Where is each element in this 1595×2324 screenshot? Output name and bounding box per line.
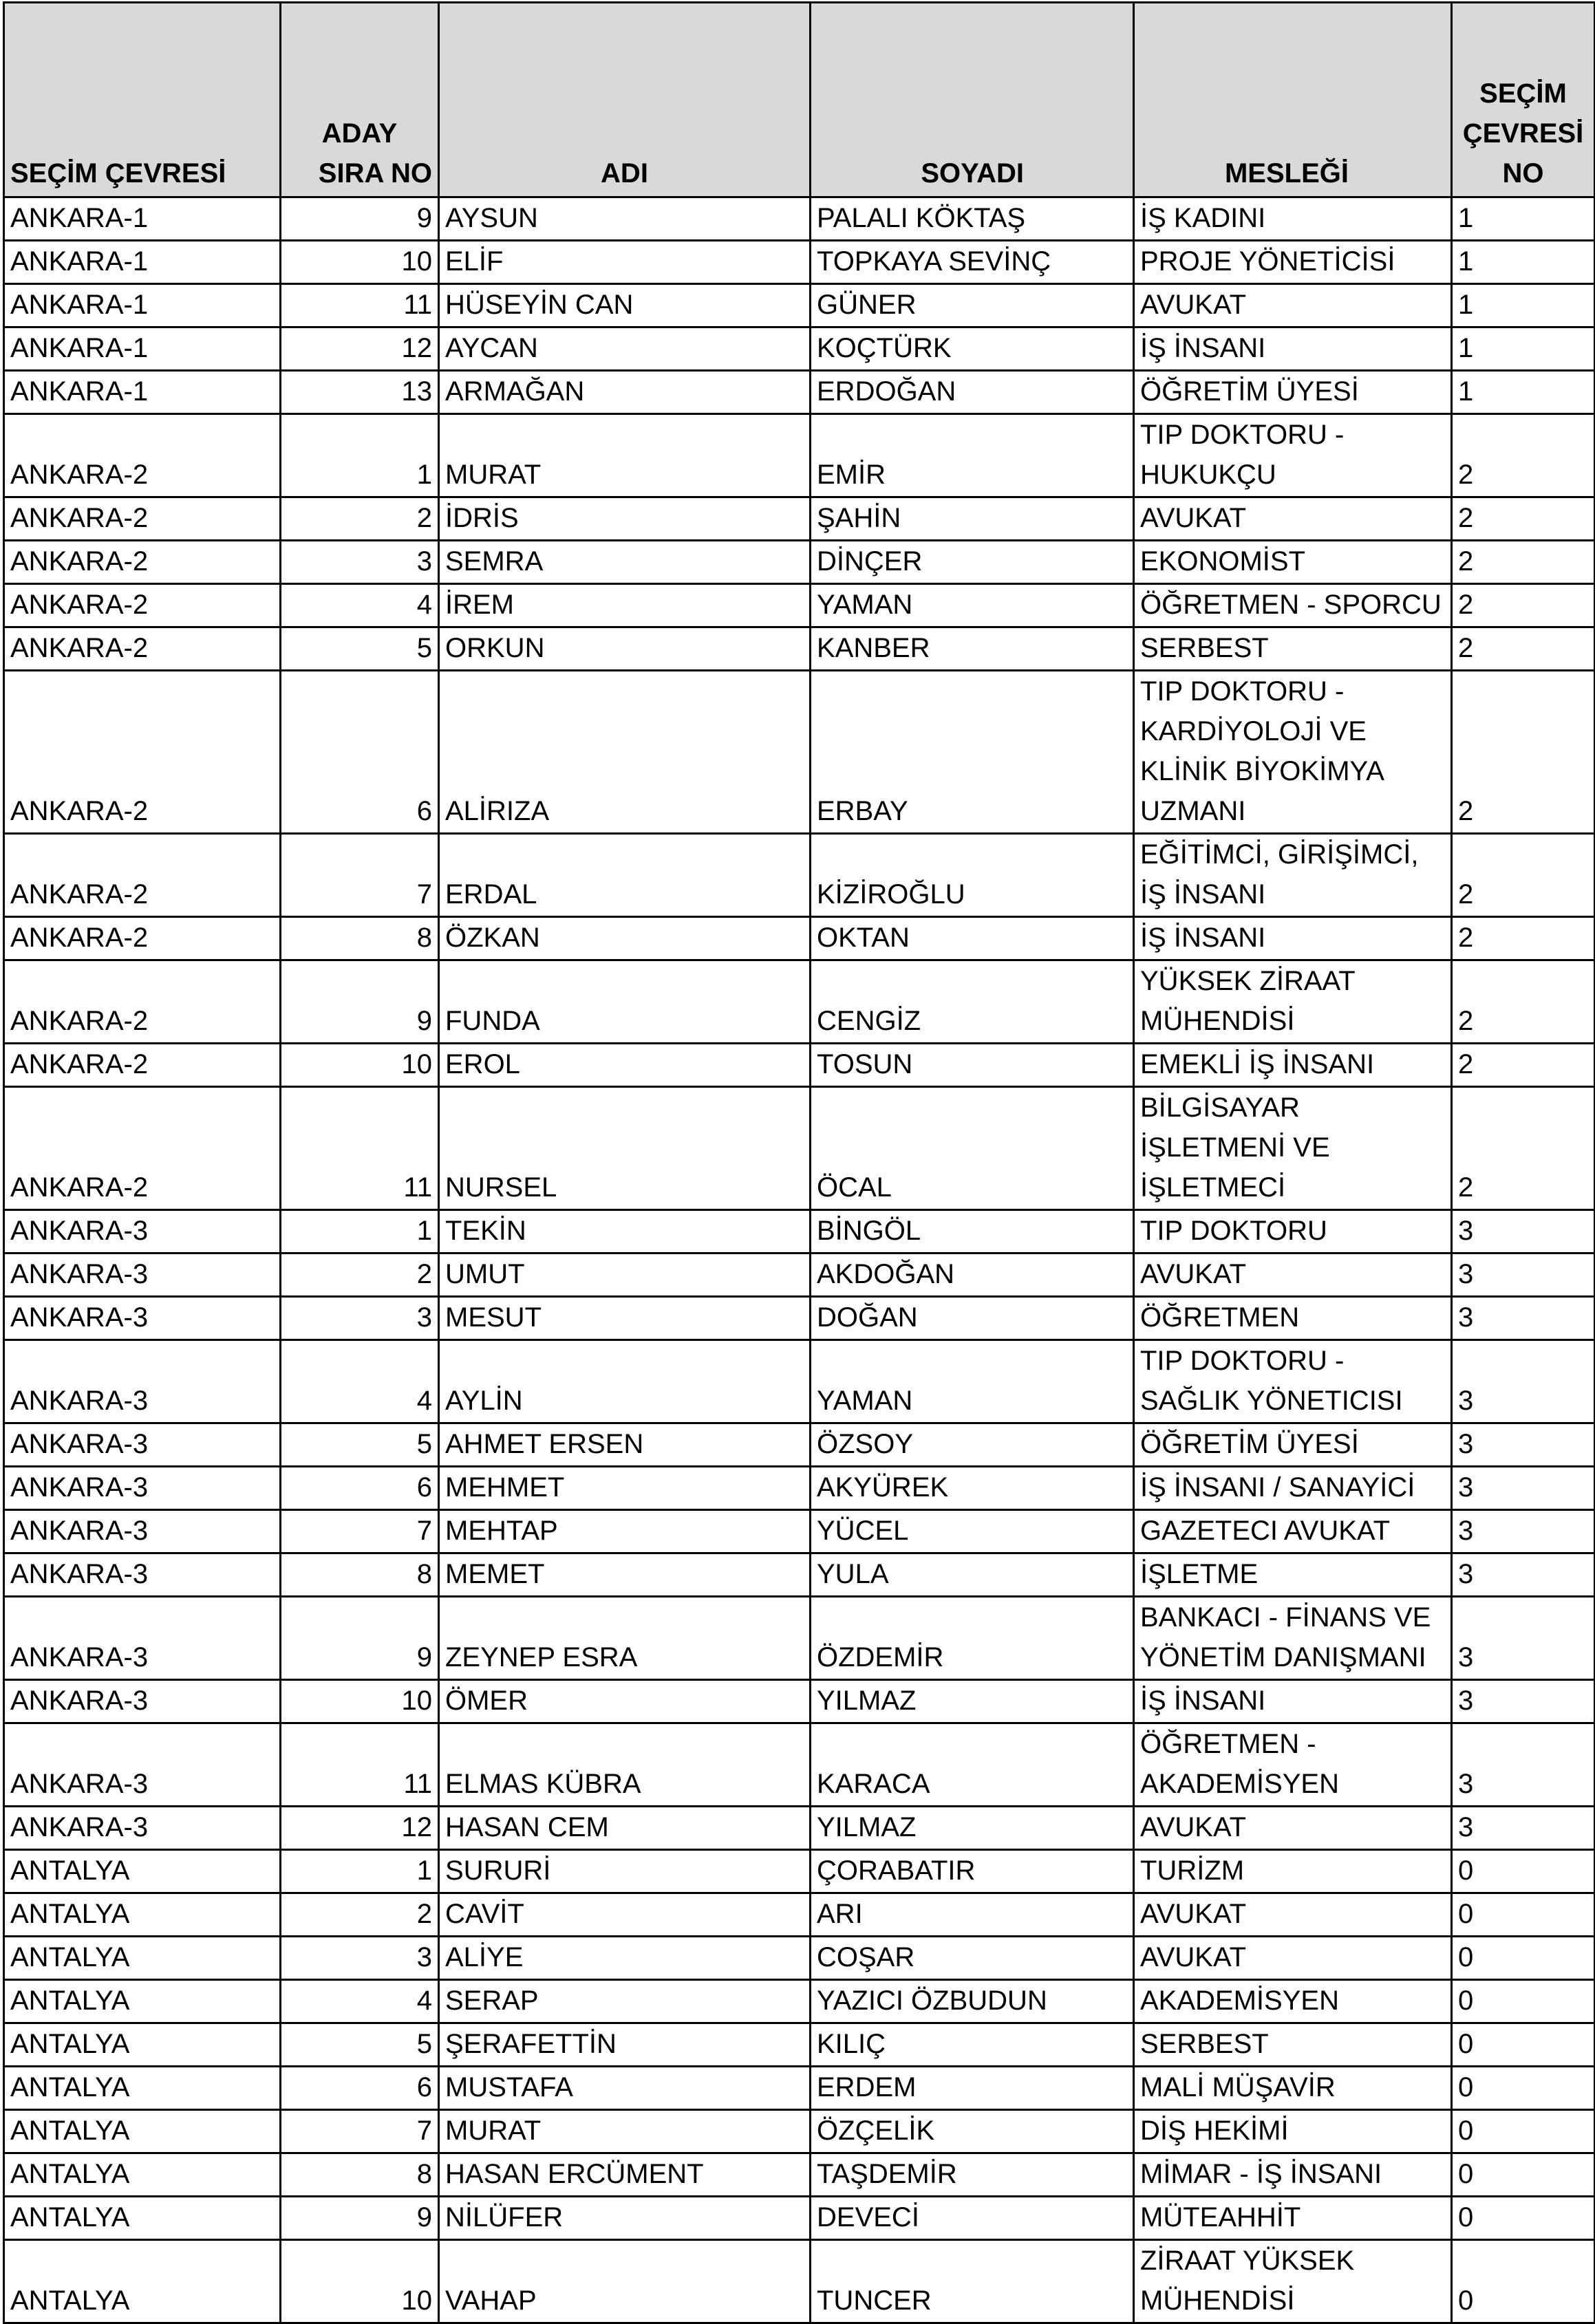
cell-soyadi: BİNGÖL (811, 1210, 1134, 1254)
cell-meslek: ÖĞRETMEN - SPORCU (1134, 584, 1452, 627)
table-row (4, 1510, 1595, 1553)
cell-secim-cevresi-no: 3 (1452, 1423, 1595, 1467)
cell-aday-sira-no: 1 (281, 414, 439, 497)
cell-secim-cevresi: ANKARA-3 (4, 1723, 281, 1807)
cell-secim-cevresi: ANKARA-2 (4, 671, 281, 834)
cell-adi: ORKUN (439, 627, 811, 671)
cell-secim-cevresi: ANKARA-1 (4, 371, 281, 414)
cell-aday-sira-no: 2 (281, 1893, 439, 1937)
cell-adi: ÖZKAN (439, 917, 811, 960)
table-row (4, 584, 1595, 627)
cell-adi: SURURİ (439, 1850, 811, 1893)
cell-soyadi: KANBER (811, 627, 1134, 671)
cell-adi: MESUT (439, 1297, 811, 1340)
table-body (4, 197, 1595, 2323)
cell-aday-sira-no: 1 (281, 1210, 439, 1254)
cell-soyadi: DİNÇER (811, 541, 1134, 584)
cell-meslek: EĞİTİMCİ, GİRİŞİMCİ, İŞ İNSANI (1134, 834, 1452, 917)
cell-secim-cevresi: ANKARA-1 (4, 241, 281, 284)
cell-secim-cevresi: ANTALYA (4, 2240, 281, 2323)
header-adi-text: ADI (601, 158, 648, 189)
cell-secim-cevresi: ANKARA-2 (4, 960, 281, 1044)
table-row (4, 2110, 1595, 2153)
cell-secim-cevresi: ANKARA-2 (4, 414, 281, 497)
cell-adi: SEMRA (439, 541, 811, 584)
cell-adi: ELİF (439, 241, 811, 284)
table-row (4, 414, 1595, 497)
cell-adi: NURSEL (439, 1087, 811, 1210)
header-aday-line2: SIRA NO (318, 158, 432, 189)
header-soyadi-text: SOYADI (921, 158, 1024, 189)
table-row (4, 284, 1595, 327)
cell-aday-sira-no: 10 (281, 2240, 439, 2323)
cell-soyadi: ERDEM (811, 2067, 1134, 2110)
cell-secim-cevresi-no: 1 (1452, 284, 1595, 327)
cell-aday-sira-no: 10 (281, 1680, 439, 1723)
cell-soyadi: TUNCER (811, 2240, 1134, 2323)
cell-meslek: ÖĞRETMEN - AKADEMİSYEN (1134, 1723, 1452, 1807)
cell-aday-sira-no: 11 (281, 1087, 439, 1210)
cell-secim-cevresi-no: 1 (1452, 371, 1595, 414)
cell-soyadi: AKDOĞAN (811, 1254, 1134, 1297)
cell-soyadi: ÖZÇELİK (811, 2110, 1134, 2153)
cell-meslek: TIP DOKTORU - KARDİYOLOJİ VE KLİNİK BİYOKİMYA UZMANI (1134, 671, 1452, 834)
header-aday-line1: ADAY (321, 118, 398, 149)
cell-secim-cevresi: ANKARA-2 (4, 917, 281, 960)
cell-soyadi: KİZİROĞLU (811, 834, 1134, 917)
cell-soyadi: DEVECİ (811, 2197, 1134, 2240)
table-row (4, 2067, 1595, 2110)
cell-secim-cevresi-no: 3 (1452, 1467, 1595, 1510)
header-soyadi (811, 3, 1134, 197)
cell-meslek: AVUKAT (1134, 1807, 1452, 1850)
cell-meslek: ÖĞRETMEN (1134, 1297, 1452, 1340)
cell-meslek: AVUKAT (1134, 497, 1452, 541)
cell-secim-cevresi: ANKARA-2 (4, 1044, 281, 1087)
cell-secim-cevresi: ANKARA-2 (4, 541, 281, 584)
cell-soyadi: ÖZSOY (811, 1423, 1134, 1467)
cell-secim-cevresi-no: 0 (1452, 2197, 1595, 2240)
cell-soyadi: TOSUN (811, 1044, 1134, 1087)
cell-meslek: TIP DOKTORU (1134, 1210, 1452, 1254)
cell-secim-cevresi-no: 2 (1452, 834, 1595, 917)
cell-adi: ALİYE (439, 1937, 811, 1980)
cell-meslek: BANKACI - FİNANS VE YÖNETİM DANIŞMANI (1134, 1597, 1452, 1680)
cell-secim-cevresi-no: 0 (1452, 1937, 1595, 1980)
cell-soyadi: ERDOĞAN (811, 371, 1134, 414)
cell-secim-cevresi: ANKARA-3 (4, 1597, 281, 1680)
cell-aday-sira-no: 13 (281, 371, 439, 414)
cell-adi: MEHTAP (439, 1510, 811, 1553)
cell-soyadi: YILMAZ (811, 1807, 1134, 1850)
cell-secim-cevresi-no: 2 (1452, 1087, 1595, 1210)
cell-adi: FUNDA (439, 960, 811, 1044)
cell-soyadi: CENGİZ (811, 960, 1134, 1044)
table-row (4, 371, 1595, 414)
cell-secim-cevresi: ANKARA-1 (4, 197, 281, 241)
table-row (4, 1723, 1595, 1807)
candidate-table (3, 1, 1595, 2324)
table-row (4, 1807, 1595, 1850)
cell-secim-cevresi-no: 2 (1452, 414, 1595, 497)
cell-aday-sira-no: 4 (281, 1980, 439, 2023)
cell-adi: AYCAN (439, 327, 811, 371)
table-row (4, 1254, 1595, 1297)
cell-meslek: TIP DOKTORU - HUKUKÇU (1134, 414, 1452, 497)
cell-meslek: İŞ İNSANI (1134, 917, 1452, 960)
cell-secim-cevresi: ANKARA-3 (4, 1680, 281, 1723)
header-no-line3: NO (1502, 158, 1544, 189)
cell-meslek: TURİZM (1134, 1850, 1452, 1893)
cell-aday-sira-no: 6 (281, 671, 439, 834)
cell-secim-cevresi-no: 2 (1452, 497, 1595, 541)
table-row (4, 2023, 1595, 2067)
cell-aday-sira-no: 1 (281, 1850, 439, 1893)
header-secim-cevresi (4, 3, 281, 197)
table-row (4, 2240, 1595, 2323)
cell-secim-cevresi-no: 1 (1452, 197, 1595, 241)
cell-adi: VAHAP (439, 2240, 811, 2323)
cell-secim-cevresi-no: 0 (1452, 1980, 1595, 2023)
cell-adi: HASAN CEM (439, 1807, 811, 1850)
table-row (4, 1680, 1595, 1723)
cell-secim-cevresi: ANKARA-3 (4, 1510, 281, 1553)
cell-meslek: DİŞ HEKİMİ (1134, 2110, 1452, 2153)
cell-secim-cevresi: ANKARA-2 (4, 497, 281, 541)
cell-secim-cevresi: ANTALYA (4, 2067, 281, 2110)
cell-secim-cevresi: ANKARA-3 (4, 1467, 281, 1510)
cell-secim-cevresi-no: 2 (1452, 584, 1595, 627)
table-row (4, 1297, 1595, 1340)
cell-meslek: AVUKAT (1134, 1893, 1452, 1937)
cell-secim-cevresi-no: 2 (1452, 960, 1595, 1044)
cell-secim-cevresi-no: 3 (1452, 1510, 1595, 1553)
cell-meslek: MÜTEAHHİT (1134, 2197, 1452, 2240)
cell-meslek: AVUKAT (1134, 284, 1452, 327)
header-meslegi-text: MESLEĞİ (1224, 158, 1349, 189)
cell-aday-sira-no: 8 (281, 2153, 439, 2197)
cell-adi: ŞERAFETTİN (439, 2023, 811, 2067)
cell-adi: ELMAS KÜBRA (439, 1723, 811, 1807)
cell-secim-cevresi-no: 2 (1452, 541, 1595, 584)
cell-adi: SERAP (439, 1980, 811, 2023)
cell-meslek: EKONOMİST (1134, 541, 1452, 584)
cell-meslek: AKADEMİSYEN (1134, 1980, 1452, 2023)
cell-soyadi: TAŞDEMİR (811, 2153, 1134, 2197)
cell-aday-sira-no: 7 (281, 1510, 439, 1553)
cell-adi: ÖMER (439, 1680, 811, 1723)
table-row (4, 1423, 1595, 1467)
cell-adi: TEKİN (439, 1210, 811, 1254)
cell-soyadi: OKTAN (811, 917, 1134, 960)
cell-aday-sira-no: 6 (281, 1467, 439, 1510)
cell-aday-sira-no: 3 (281, 1297, 439, 1340)
cell-meslek: MALİ MÜŞAVİR (1134, 2067, 1452, 2110)
cell-soyadi: YAMAN (811, 1340, 1134, 1423)
cell-soyadi: COŞAR (811, 1937, 1134, 1980)
cell-secim-cevresi-no: 3 (1452, 1340, 1595, 1423)
header-secim-cevresi-no (1452, 3, 1595, 197)
table-row (4, 1210, 1595, 1254)
cell-adi: AHMET ERSEN (439, 1423, 811, 1467)
cell-soyadi: YAZICI ÖZBUDUN (811, 1980, 1134, 2023)
cell-secim-cevresi-no: 2 (1452, 671, 1595, 834)
cell-meslek: İŞLETME (1134, 1553, 1452, 1597)
cell-adi: EROL (439, 1044, 811, 1087)
cell-soyadi: EMİR (811, 414, 1134, 497)
cell-secim-cevresi: ANTALYA (4, 2023, 281, 2067)
cell-secim-cevresi: ANKARA-2 (4, 1087, 281, 1210)
cell-adi: CAVİT (439, 1893, 811, 1937)
cell-adi: İDRİS (439, 497, 811, 541)
cell-secim-cevresi: ANKARA-1 (4, 284, 281, 327)
cell-secim-cevresi-no: 0 (1452, 2110, 1595, 2153)
cell-secim-cevresi: ANKARA-3 (4, 1807, 281, 1850)
table-row (4, 960, 1595, 1044)
cell-secim-cevresi-no: 2 (1452, 1044, 1595, 1087)
cell-secim-cevresi: ANKARA-3 (4, 1254, 281, 1297)
cell-aday-sira-no: 8 (281, 917, 439, 960)
cell-secim-cevresi: ANKARA-2 (4, 834, 281, 917)
table-header (4, 3, 1595, 197)
cell-secim-cevresi-no: 1 (1452, 327, 1595, 371)
cell-adi: MURAT (439, 414, 811, 497)
cell-secim-cevresi: ANTALYA (4, 2153, 281, 2197)
cell-meslek: PROJE YÖNETİCİSİ (1134, 241, 1452, 284)
cell-meslek: ÖĞRETİM ÜYESİ (1134, 371, 1452, 414)
cell-meslek: TIP DOKTORU - SAĞLIK YÖNETICISI (1134, 1340, 1452, 1423)
cell-secim-cevresi: ANTALYA (4, 1937, 281, 1980)
cell-aday-sira-no: 5 (281, 2023, 439, 2067)
cell-secim-cevresi-no: 0 (1452, 2153, 1595, 2197)
cell-adi: MEHMET (439, 1467, 811, 1510)
cell-secim-cevresi-no: 3 (1452, 1723, 1595, 1807)
cell-secim-cevresi-no: 0 (1452, 1893, 1595, 1937)
cell-soyadi: ŞAHİN (811, 497, 1134, 541)
cell-soyadi: YÜCEL (811, 1510, 1134, 1553)
cell-adi: ALİRIZA (439, 671, 811, 834)
cell-aday-sira-no: 11 (281, 284, 439, 327)
cell-soyadi: KILIÇ (811, 2023, 1134, 2067)
cell-meslek: İŞ İNSANI / SANAYİCİ (1134, 1467, 1452, 1510)
cell-aday-sira-no: 12 (281, 327, 439, 371)
cell-aday-sira-no: 10 (281, 241, 439, 284)
header-secim-cevresi-text: SEÇİM ÇEVRESİ (10, 158, 226, 189)
cell-meslek: GAZETECI AVUKAT (1134, 1510, 1452, 1553)
cell-aday-sira-no: 3 (281, 1937, 439, 1980)
cell-secim-cevresi: ANKARA-3 (4, 1210, 281, 1254)
table-row (4, 917, 1595, 960)
cell-aday-sira-no: 6 (281, 2067, 439, 2110)
header-meslegi (1134, 3, 1452, 197)
header-aday-sira-no (281, 3, 439, 197)
cell-secim-cevresi: ANTALYA (4, 1850, 281, 1893)
cell-secim-cevresi-no: 3 (1452, 1597, 1595, 1680)
header-no-line2: ÇEVRESİ (1462, 118, 1584, 149)
cell-aday-sira-no: 5 (281, 1423, 439, 1467)
cell-secim-cevresi: ANKARA-3 (4, 1553, 281, 1597)
cell-soyadi: AKYÜREK (811, 1467, 1134, 1510)
cell-soyadi: KOÇTÜRK (811, 327, 1134, 371)
header-row (4, 3, 1595, 197)
cell-meslek: YÜKSEK ZİRAAT MÜHENDİSİ (1134, 960, 1452, 1044)
table-row (4, 1980, 1595, 2023)
cell-adi: HASAN ERCÜMENT (439, 2153, 811, 2197)
cell-aday-sira-no: 4 (281, 1340, 439, 1423)
cell-soyadi: YAMAN (811, 584, 1134, 627)
cell-aday-sira-no: 11 (281, 1723, 439, 1807)
cell-aday-sira-no: 9 (281, 197, 439, 241)
cell-secim-cevresi-no: 0 (1452, 2067, 1595, 2110)
cell-secim-cevresi-no: 0 (1452, 1850, 1595, 1893)
table-row (4, 1937, 1595, 1980)
cell-secim-cevresi: ANTALYA (4, 1980, 281, 2023)
table-row (4, 1087, 1595, 1210)
cell-soyadi: GÜNER (811, 284, 1134, 327)
cell-secim-cevresi-no: 3 (1452, 1297, 1595, 1340)
cell-aday-sira-no: 4 (281, 584, 439, 627)
table-row (4, 327, 1595, 371)
cell-secim-cevresi: ANKARA-2 (4, 627, 281, 671)
cell-soyadi: ERBAY (811, 671, 1134, 834)
table-row (4, 1850, 1595, 1893)
cell-adi: ERDAL (439, 834, 811, 917)
cell-meslek: SERBEST (1134, 627, 1452, 671)
cell-aday-sira-no: 10 (281, 1044, 439, 1087)
table-row (4, 241, 1595, 284)
cell-aday-sira-no: 12 (281, 1807, 439, 1850)
cell-soyadi: YILMAZ (811, 1680, 1134, 1723)
cell-secim-cevresi-no: 3 (1452, 1807, 1595, 1850)
cell-soyadi: ARI (811, 1893, 1134, 1937)
table-row (4, 197, 1595, 241)
cell-adi: ARMAĞAN (439, 371, 811, 414)
cell-aday-sira-no: 9 (281, 1597, 439, 1680)
cell-meslek: İŞ KADINI (1134, 197, 1452, 241)
cell-aday-sira-no: 2 (281, 1254, 439, 1297)
cell-aday-sira-no: 8 (281, 1553, 439, 1597)
cell-soyadi: KARACA (811, 1723, 1134, 1807)
cell-meslek: BİLGİSAYAR İŞLETMENİ VE İŞLETMECİ (1134, 1087, 1452, 1210)
table-row (4, 1597, 1595, 1680)
cell-secim-cevresi: ANKARA-3 (4, 1340, 281, 1423)
table-row (4, 1044, 1595, 1087)
cell-secim-cevresi: ANKARA-1 (4, 327, 281, 371)
cell-soyadi: ÖZDEMİR (811, 1597, 1134, 1680)
cell-aday-sira-no: 7 (281, 834, 439, 917)
table-row (4, 2197, 1595, 2240)
cell-secim-cevresi-no: 3 (1452, 1553, 1595, 1597)
cell-adi: MEMET (439, 1553, 811, 1597)
cell-secim-cevresi-no: 1 (1452, 241, 1595, 284)
cell-aday-sira-no: 5 (281, 627, 439, 671)
table-row (4, 1553, 1595, 1597)
cell-soyadi: DOĞAN (811, 1297, 1134, 1340)
cell-soyadi: YULA (811, 1553, 1134, 1597)
cell-secim-cevresi: ANKARA-3 (4, 1297, 281, 1340)
cell-soyadi: PALALI KÖKTAŞ (811, 197, 1134, 241)
table-row (4, 541, 1595, 584)
header-adi (439, 3, 811, 197)
cell-aday-sira-no: 9 (281, 2197, 439, 2240)
cell-adi: HÜSEYİN CAN (439, 284, 811, 327)
cell-meslek: SERBEST (1134, 2023, 1452, 2067)
cell-meslek: AVUKAT (1134, 1254, 1452, 1297)
cell-secim-cevresi-no: 2 (1452, 627, 1595, 671)
cell-secim-cevresi: ANKARA-2 (4, 584, 281, 627)
cell-adi: NİLÜFER (439, 2197, 811, 2240)
header-no-line1: SEÇİM (1479, 78, 1567, 109)
table-row (4, 834, 1595, 917)
cell-aday-sira-no: 7 (281, 2110, 439, 2153)
cell-meslek: İŞ İNSANI (1134, 1680, 1452, 1723)
table-row (4, 671, 1595, 834)
cell-secim-cevresi-no: 2 (1452, 917, 1595, 960)
cell-soyadi: TOPKAYA SEVİNÇ (811, 241, 1134, 284)
cell-secim-cevresi-no: 3 (1452, 1254, 1595, 1297)
cell-meslek: AVUKAT (1134, 1937, 1452, 1980)
cell-secim-cevresi-no: 0 (1452, 2240, 1595, 2323)
cell-secim-cevresi-no: 3 (1452, 1680, 1595, 1723)
table-row (4, 627, 1595, 671)
cell-soyadi: ÇORABATIR (811, 1850, 1134, 1893)
cell-adi: UMUT (439, 1254, 811, 1297)
cell-aday-sira-no: 2 (281, 497, 439, 541)
cell-soyadi: ÖCAL (811, 1087, 1134, 1210)
cell-meslek: ZİRAAT YÜKSEK MÜHENDİSİ (1134, 2240, 1452, 2323)
cell-meslek: İŞ İNSANI (1134, 327, 1452, 371)
cell-meslek: ÖĞRETİM ÜYESİ (1134, 1423, 1452, 1467)
cell-aday-sira-no: 3 (281, 541, 439, 584)
cell-adi: ZEYNEP ESRA (439, 1597, 811, 1680)
cell-adi: MURAT (439, 2110, 811, 2153)
cell-secim-cevresi-no: 0 (1452, 2023, 1595, 2067)
table-row (4, 1467, 1595, 1510)
table-row (4, 2153, 1595, 2197)
table-row (4, 1340, 1595, 1423)
cell-secim-cevresi: ANTALYA (4, 2197, 281, 2240)
cell-adi: AYSUN (439, 197, 811, 241)
cell-adi: MUSTAFA (439, 2067, 811, 2110)
cell-secim-cevresi: ANKARA-3 (4, 1423, 281, 1467)
cell-meslek: EMEKLİ İŞ İNSANI (1134, 1044, 1452, 1087)
table-row (4, 1893, 1595, 1937)
cell-secim-cevresi: ANTALYA (4, 1893, 281, 1937)
cell-adi: AYLİN (439, 1340, 811, 1423)
cell-secim-cevresi: ANTALYA (4, 2110, 281, 2153)
cell-meslek: MİMAR - İŞ İNSANI (1134, 2153, 1452, 2197)
table-row (4, 497, 1595, 541)
cell-aday-sira-no: 9 (281, 960, 439, 1044)
cell-adi: İREM (439, 584, 811, 627)
cell-secim-cevresi-no: 3 (1452, 1210, 1595, 1254)
